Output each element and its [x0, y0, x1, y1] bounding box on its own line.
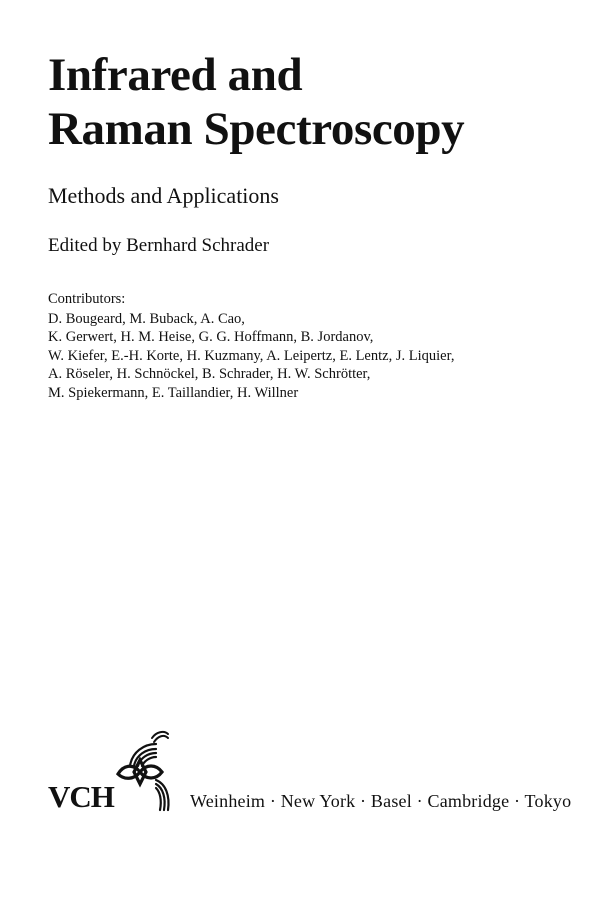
contributors-list	[48, 310, 454, 402]
publisher-logo-text: VCH	[48, 779, 114, 814]
contributors-heading: Contributors:	[48, 291, 126, 307]
publisher-cities: Weinheim · New York · Basel · Cambridge · Tokyo	[190, 791, 572, 811]
book-title	[48, 48, 464, 156]
book-title-line-2: Raman Spectroscopy	[48, 103, 465, 155]
book-title-line-1: Infrared and	[48, 49, 303, 101]
editor-line: Edited by Bernhard Schrader	[48, 235, 270, 256]
book-subtitle: Methods and Applications	[48, 183, 279, 208]
contributors-line: D. Bougeard, M. Buback, A. Cao,	[48, 311, 245, 327]
contributors-line: M. Spiekermann, E. Taillandier, H. Willner	[48, 384, 299, 401]
contributors-line: W. Kiefer, E.-H. Korte, H. Kuzmany, A. Leipertz, E. Lentz, J. Liquier,	[48, 347, 455, 364]
contributors-line: A. Röseler, H. Schnöckel, B. Schrader, H. W. Schrötter,	[48, 366, 371, 383]
contributors-line: K. Gerwert, H. M. Heise, G. G. Hoffmann, B. Jordanov,	[48, 329, 374, 346]
